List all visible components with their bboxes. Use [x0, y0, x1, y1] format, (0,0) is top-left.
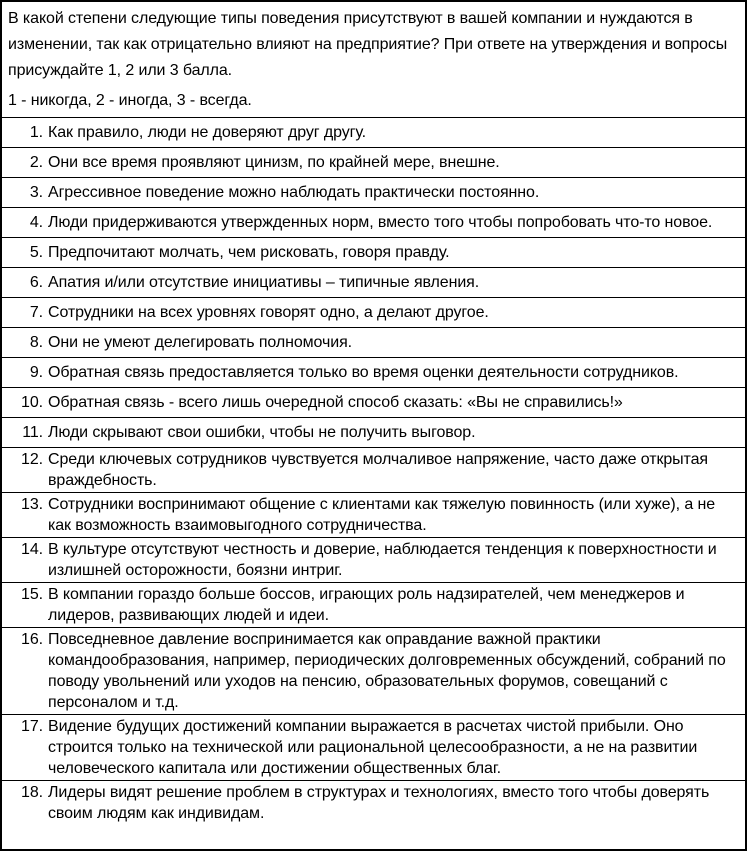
item-number: 16. — [21, 631, 43, 648]
item-number: 14. — [21, 541, 43, 558]
item-text: Обратная связь предоставляется только во время оценки деятельности сотрудников. — [48, 364, 679, 381]
table-row — [2, 238, 745, 268]
item-text: Как правило, люди не доверяют друг другу. — [48, 124, 366, 141]
table-row — [2, 448, 745, 493]
rating-scale-legend: 1 - никогда, 2 - иногда, 3 - всегда. — [8, 92, 252, 109]
table-row — [2, 388, 745, 418]
intro-paragraph: В какой степени следующие типы поведения присутствуют в вашей компании и нуждаются в изменении, так как отрицательно влияют на предприятие? При ответе на утверждения и вопросы присуждайте 1, 2 или 3 балла. — [8, 10, 728, 79]
item-text: Агрессивное поведение можно наблюдать практически постоянно. — [48, 184, 540, 201]
item-number: 9. — [29, 364, 43, 381]
item-text: Обратная связь - всего лишь очередной способ сказать: «Вы не справились!» — [48, 394, 623, 411]
table-row — [2, 268, 745, 298]
table-row — [2, 358, 745, 388]
item-text: Предпочитают молчать, чем рисковать, говоря правду. — [48, 244, 450, 261]
item-text: Апатия и/или отсутствие инициативы – типичные явления. — [48, 274, 480, 291]
item-number: 3. — [29, 184, 43, 201]
item-text: В культуре отсутствуют честность и доверие, наблюдается тенденция к поверхностности и излишней осторожности, боязни интриг. — [48, 541, 717, 579]
item-number: 1. — [29, 124, 43, 141]
item-text: Видение будущих достижений компании выражается в расчетах чистой прибыли. Оно строится только на технической или рациональной целесообразности, а не на развитии человеческого капитала или достижении общественных благ. — [48, 718, 698, 777]
table-row — [2, 208, 745, 238]
item-text: Сотрудники воспринимают общение с клиентами как тяжелую повинность (или хуже), а не как возможность взаимовыгодного сотрудничества. — [48, 496, 716, 534]
item-number: 2. — [29, 154, 43, 171]
item-number: 13. — [21, 496, 43, 513]
table-row — [2, 538, 745, 583]
item-number: 17. — [21, 718, 43, 735]
item-text: В компании гораздо больше боссов, играющих роль надзирателей, чем менеджеров и лидеров, развивающих людей и идеи. — [48, 586, 685, 624]
item-text: Повседневное давление воспринимается как оправдание важной практики командообразования, например, периодических долговременных обсуждений, собраний по поводу увольнений или уходов на пенсию, образовательных форумов, совещаний с персоналом и т.д. — [48, 631, 726, 711]
item-number: 4. — [29, 214, 43, 231]
table-row — [2, 118, 745, 148]
item-text: Они все время проявляют цинизм, по крайней мере, внешне. — [48, 154, 500, 171]
table-row — [2, 583, 745, 628]
item-number: 10. — [21, 394, 43, 411]
table-row — [2, 418, 745, 448]
item-number: 8. — [29, 334, 43, 351]
table-row — [2, 493, 745, 538]
item-text: Люди придерживаются утвержденных норм, вместо того чтобы попробовать что-то новое. — [48, 214, 713, 231]
table-row — [2, 148, 745, 178]
item-number: 15. — [21, 586, 43, 603]
item-text: Лидеры видят решение проблем в структурах и технологиях, вместо того чтобы доверять своим людям как индивидам. — [48, 784, 710, 822]
table-row — [2, 178, 745, 208]
item-text: Сотрудники на всех уровнях говорят одно, а делают другое. — [48, 304, 489, 321]
table-row — [2, 298, 745, 328]
item-number: 12. — [21, 451, 43, 468]
item-number: 6. — [29, 274, 43, 291]
behavior-table — [2, 118, 745, 825]
table-row — [2, 328, 745, 358]
item-text: Они не умеют делегировать полномочия. — [48, 334, 352, 351]
item-number: 7. — [29, 304, 43, 321]
item-text: Люди скрывают свои ошибки, чтобы не получить выговор. — [48, 424, 476, 441]
item-text: Среди ключевых сотрудников чувствуется молчаливое напряжение, часто даже открытая враждебность. — [48, 451, 708, 489]
item-number: 11. — [22, 424, 43, 441]
item-number: 18. — [21, 784, 43, 801]
table-row — [2, 715, 745, 781]
item-number: 5. — [29, 244, 43, 261]
intro-section — [2, 2, 745, 118]
table-row — [2, 781, 745, 825]
table-row — [2, 628, 745, 715]
